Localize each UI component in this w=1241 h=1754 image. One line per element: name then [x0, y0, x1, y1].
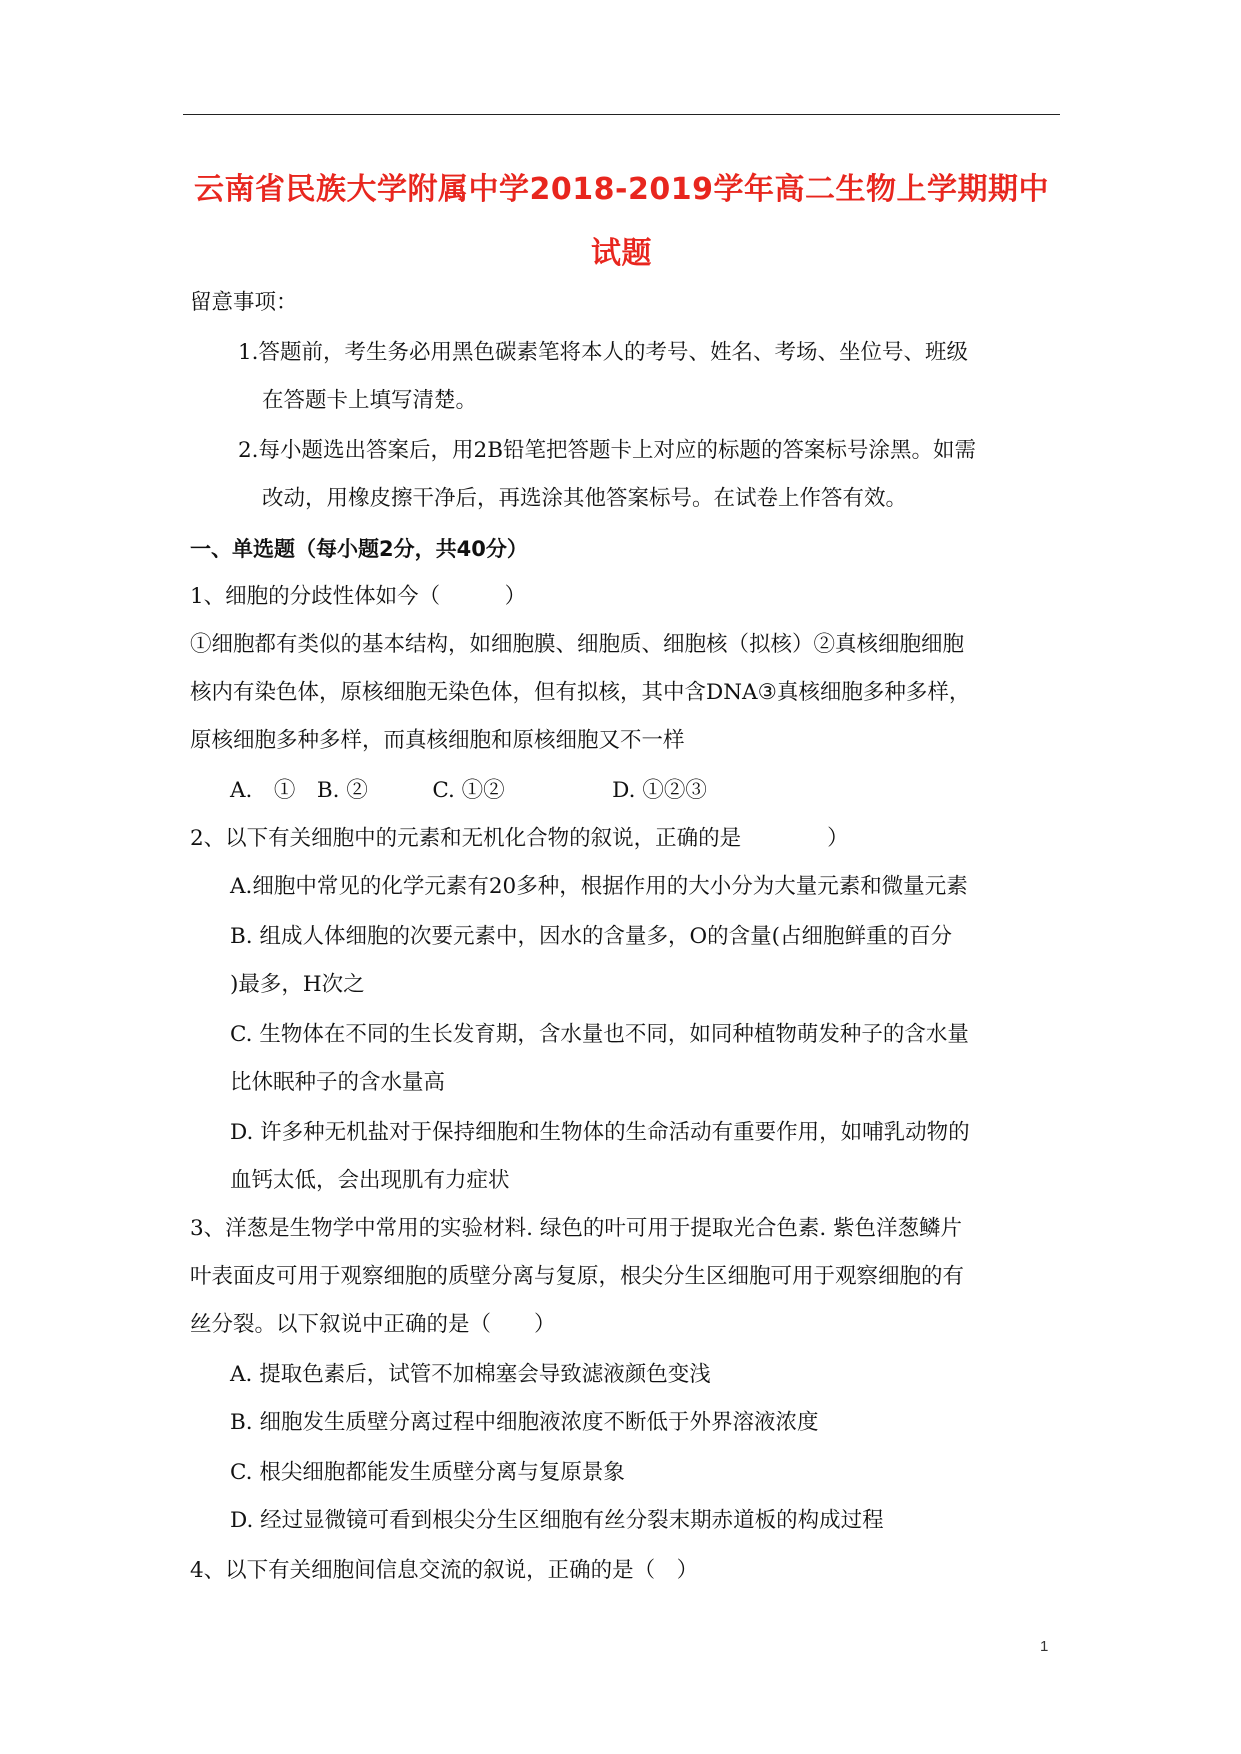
question-1-line: 原核细胞多种多样，而真核细胞和原核细胞又不一样	[190, 728, 685, 753]
question-3-stem-cont: 丝分裂。以下叙说中正确的是（ ）	[190, 1312, 556, 1337]
question-2-option-d-cont: 血钙太低，会出现肌有力症状	[230, 1168, 510, 1193]
question-2-option-c-cont: 比休眠种子的含水量高	[230, 1070, 446, 1095]
document-title-line1: 云南省民族大学附属中学2018-2019学年高二生物上学期期中	[194, 172, 1049, 207]
question-3-stem: 3、洋葱是生物学中常用的实验材料. 绿色的叶可用于提取光合色素. 紫色洋葱鳞片	[190, 1216, 963, 1241]
question-2-stem: 2、以下有关细胞中的元素和无机化合物的叙说，正确的是 ）	[190, 826, 849, 851]
page-number: 1	[1040, 1638, 1049, 1655]
question-3-option-d: D. 经过显微镜可看到根尖分生区细胞有丝分裂末期赤道板的构成过程	[230, 1508, 884, 1533]
question-2-option-d: D. 许多种无机盐对于保持细胞和生物体的生命活动有重要作用，如哺乳动物的	[230, 1120, 970, 1145]
notice-heading: 留意事项：	[190, 290, 298, 315]
question-2-option-c: C. 生物体在不同的生长发育期，含水量也不同，如同种植物萌发种子的含水量	[230, 1022, 969, 1047]
document-title-line2: 试题	[591, 236, 652, 271]
question-1-options: A. ① B. ② C. ①② D. ①②③	[230, 778, 707, 803]
notice-item-1-line-2: 在答题卡上填写清楚。	[262, 388, 478, 413]
header-rule	[183, 114, 1060, 115]
question-3-option-a: A. 提取色素后，试管不加棉塞会导致滤液颜色变浅	[230, 1362, 711, 1387]
question-2-option-b: B. 组成人体细胞的次要元素中，因水的含量多，O的含量(占细胞鲜重的百分	[230, 924, 952, 949]
question-3-stem-cont: 叶表面皮可用于观察细胞的质壁分离与复原，根尖分生区细胞可用于观察细胞的有	[190, 1264, 965, 1289]
question-1-stem: 1、细胞的分歧性体如今（ ）	[190, 584, 527, 609]
question-4-stem: 4、以下有关细胞间信息交流的叙说，正确的是（ ）	[190, 1558, 699, 1583]
notice-item-1-line-1: 1.答题前，考生务必用黑色碳素笔将本人的考号、姓名、考场、坐位号、班级	[238, 340, 969, 365]
question-1-line: ①细胞都有类似的基本结构，如细胞膜、细胞质、细胞核（拟核）②真核细胞细胞	[190, 632, 965, 657]
section-heading: 一、单选题（每小题2分，共40分）	[190, 537, 528, 561]
question-3-option-c: C. 根尖细胞都能发生质壁分离与复原景象	[230, 1460, 625, 1485]
notice-item-2-line-2: 改动，用橡皮擦干净后，再选涂其他答案标号。在试卷上作答有效。	[262, 486, 908, 511]
notice-item-2-line-1: 2.每小题选出答案后，用2B铅笔把答题卡上对应的标题的答案标号涂黑。如需	[238, 438, 976, 463]
question-2-option-b-cont: )最多，H次之	[230, 972, 365, 997]
question-3-option-b: B. 细胞发生质壁分离过程中细胞液浓度不断低于外界溶液浓度	[230, 1410, 819, 1435]
question-2-option-a: A.细胞中常见的化学元素有20多种，根据作用的大小分为大量元素和微量元素	[230, 874, 968, 899]
question-1-line: 核内有染色体，原核细胞无染色体，但有拟核，其中含DNA③真核细胞多种多样，	[190, 680, 971, 705]
